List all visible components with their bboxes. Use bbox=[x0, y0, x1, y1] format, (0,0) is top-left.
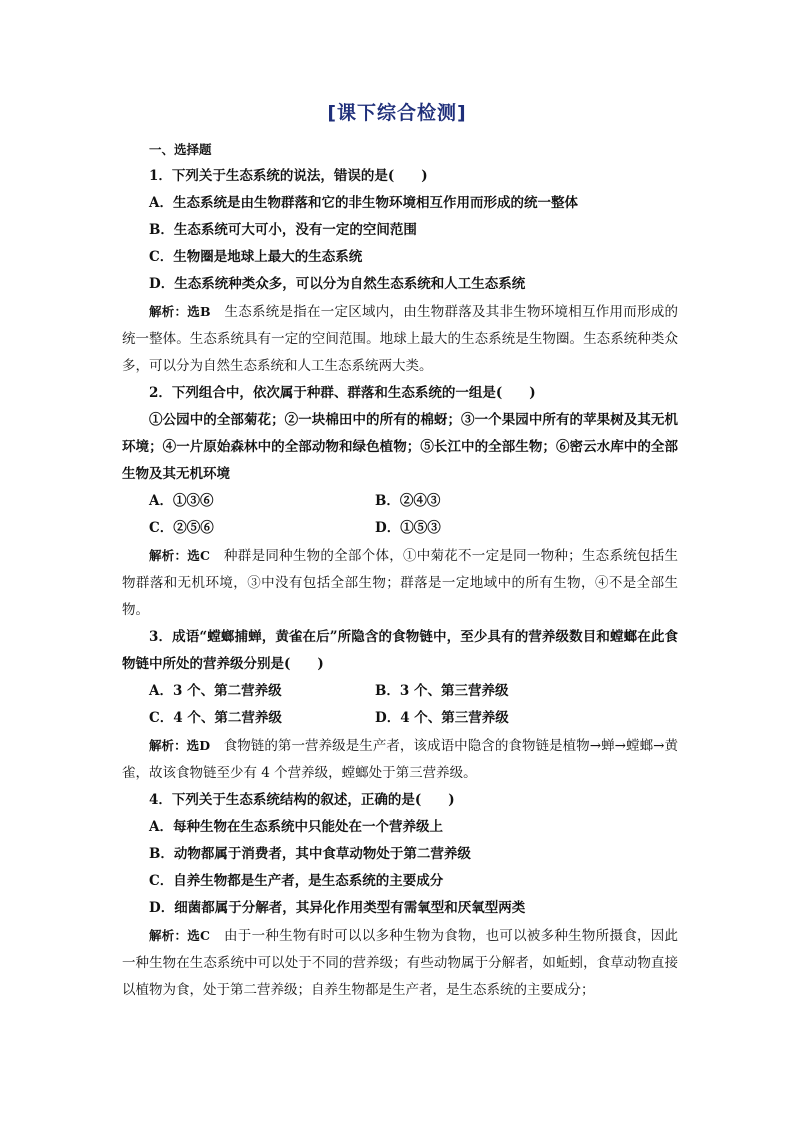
question-3-option-b: B．3 个、第三营养级 bbox=[375, 683, 509, 699]
analysis-text: 生态系统是指在一定区域内，由生物群落及其非生物环境相互作用而形成的统一整体。生态系统具有一定的空间范围。地球上最大的生态系统是生物圈。生态系统种类众多，可以分为自然生态系统和人工生态系统两大类。 bbox=[122, 304, 678, 374]
question-4-option-d: D．细菌都属于分解者，其异化作用类型有需氧型和厌氧型两类 bbox=[149, 900, 526, 916]
question-1-option-a: A．生态系统是由生物群落和它的非生物环境相互作用而形成的统一整体 bbox=[149, 195, 578, 211]
question-1-option-b: B．生态系统可大可小，没有一定的空间范围 bbox=[149, 222, 417, 238]
question-3-stem: 3．成语“螳螂捕蝉，黄雀在后”所隐含的食物链中，至少具有的营养级数目和螳螂在此食物链中所处的营养级分别是( ) bbox=[122, 629, 678, 672]
question-3-option-c: C．4 个、第二营养级 bbox=[149, 710, 282, 726]
question-2-stem: 2．下列组合中，依次属于种群、群落和生态系统的一组是( ) bbox=[149, 385, 536, 401]
question-2-option-d: D．①⑤③ bbox=[375, 520, 441, 536]
question-4-stem: 4．下列关于生态系统结构的叙述，正确的是( ) bbox=[149, 792, 455, 808]
question-4-option-a: A．每种生物在生态系统中只能处在一个营养级上 bbox=[149, 819, 443, 835]
question-3-option-a: A．3 个、第二营养级 bbox=[149, 683, 282, 699]
question-4-analysis bbox=[122, 922, 678, 1004]
question-3-option-d: D．4 个、第三营养级 bbox=[375, 710, 509, 726]
question-2-analysis bbox=[122, 542, 678, 624]
analysis-tag: 解析：选D bbox=[149, 738, 211, 753]
question-1-option-d: D．生态系统种类众多，可以分为自然生态系统和人工生态系统 bbox=[149, 276, 526, 292]
question-2-option-c: C．②⑤⑥ bbox=[149, 520, 214, 536]
analysis-text: 由于一种生物有时可以以多种生物为食物，也可以被多种生物所摄食，因此一种生物在生态系统中可以处于不同的营养级；有些动物属于分解者，如蚯蚓，食草动物直接以植物为食，处于第二营养级；自养生物都是生产者，是生态系统的主要成分； bbox=[122, 928, 679, 998]
page-title: [课下综合检测] bbox=[327, 102, 467, 124]
analysis-tag: 解析：选C bbox=[149, 928, 211, 943]
question-1-option-c: C．生物圈是地球上最大的生态系统 bbox=[149, 249, 363, 265]
question-4-option-b: B．动物都属于消费者，其中食草动物处于第二营养级 bbox=[149, 846, 471, 862]
question-2-material: ①公园中的全部菊花；②一块棉田中的所有的棉蚜；③一个果园中所有的苹果树及其无机环境；④一片原始森林中的全部动物和绿色植物；⑤长江中的全部生物；⑥密云水库中的全部生物及其无机环境 bbox=[122, 412, 678, 482]
analysis-text: 种群是同种生物的全部个体，①中菊花不一定是同一物种；生态系统包括生物群落和无机环境，③中没有包括全部生物；群落是一定地域中的所有生物，④不是全部生物。 bbox=[122, 548, 679, 618]
question-2-option-a: A．①③⑥ bbox=[149, 493, 214, 509]
question-4-option-c: C．自养生物都是生产者，是生态系统的主要成分 bbox=[149, 873, 444, 889]
question-3-options-row-2 bbox=[122, 705, 678, 732]
section-heading: 一、选择题 bbox=[149, 142, 212, 157]
analysis-tag: 解析：选C bbox=[149, 548, 211, 563]
question-3-options-row-1 bbox=[122, 678, 678, 705]
question-2-options-row-1 bbox=[122, 488, 678, 515]
question-content bbox=[122, 136, 678, 1004]
analysis-text: 食物链的第一营养级是生产者，该成语中隐含的食物链是植物→蝉→螳螂→黄雀，故该食物链至少有 4 个营养级，螳螂处于第三营养级。 bbox=[122, 738, 679, 781]
question-3-analysis bbox=[122, 732, 678, 787]
question-2-options-row-2 bbox=[122, 515, 678, 542]
analysis-tag: 解析：选B bbox=[149, 304, 211, 319]
question-1-stem: 1．下列关于生态系统的说法，错误的是( ) bbox=[149, 168, 428, 184]
question-2-option-b: B．②④③ bbox=[375, 493, 441, 509]
question-1-analysis bbox=[122, 298, 678, 380]
